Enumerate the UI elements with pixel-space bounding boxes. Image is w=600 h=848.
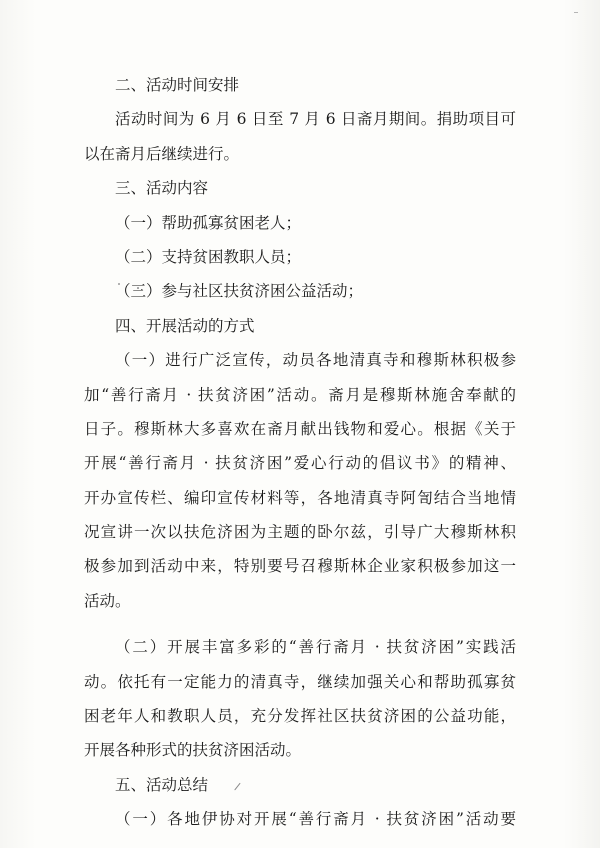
text-line: （二）开展丰富多彩的“善行斋月 · 扶贫济困”实践活 xyxy=(115,638,516,657)
text-line: （二）支持贫困教职人员； xyxy=(115,247,302,266)
text-line: （一）帮助孤寡贫困老人； xyxy=(115,213,302,232)
text-line: 活动时间为 6 月 6 日至 7 月 6 日斋月期间。捐助项目可 xyxy=(115,110,516,129)
text-line: 困老年人和教职人员，充分发挥社区扶贫济困的公益功能， xyxy=(84,707,516,726)
text-line: 开展各种形式的扶贫济困活动。 xyxy=(84,741,302,760)
text-line: 加“善行斋月 · 扶贫济困”活动。斋月是穆斯林施舍奉献的 xyxy=(84,385,516,404)
text-line: 活动。 xyxy=(84,591,131,610)
text-line: 二、活动时间安排 xyxy=(115,76,240,94)
paragraph-gap xyxy=(84,618,516,630)
scan-artifact xyxy=(574,12,578,13)
document-body xyxy=(84,68,516,837)
text-line: （一）各地伊协对开展“善行斋月 · 扶贫济困”活动要 xyxy=(115,810,516,829)
text-line: 五、活动总结 xyxy=(115,775,209,794)
text-line: 日子。穆斯林大多喜欢在斋月献出钱物和爱心。根据《关于 xyxy=(84,419,516,438)
text-line: 三、活动内容 xyxy=(115,179,209,198)
text-line: （一）进行广泛宣传，动员各地清真寺和穆斯林积极参 xyxy=(115,351,516,370)
text-line: 动。依托有一定能力的清真寺，继续加强关心和帮助孤寡贫 xyxy=(84,672,516,691)
text-line: 四、开展活动的方式 xyxy=(115,316,255,335)
text-line: 开办宣传栏、编印宣传材料等，各地清真寺阿訇结合当地情 xyxy=(84,488,516,507)
text-line: 开展“善行斋月 · 扶贫济困”爱心行动的倡议书》的精神、 xyxy=(84,454,516,473)
text-line: （三）参与社区扶贫济困公益活动； xyxy=(115,282,364,301)
text-line: 以在斋月后继续进行。 xyxy=(84,144,240,163)
text-line: 况宣讲一次以扶危济困为主题的卧尔兹，引导广大穆斯林积 xyxy=(84,523,516,542)
text-line: 极参加到活动中来，特别要号召穆斯林企业家积极参加这一 xyxy=(84,557,516,576)
